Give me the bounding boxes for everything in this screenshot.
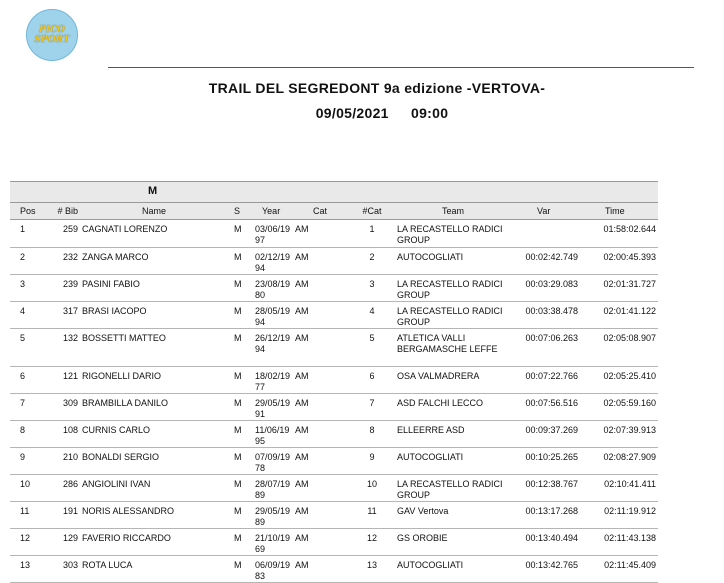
cell-sex: M: [234, 333, 242, 343]
table-row: [10, 220, 658, 248]
cell-team: AUTOCOGLIATI: [397, 452, 464, 462]
cell-year-suffix: 78: [255, 463, 266, 473]
logo-line-1: PICO: [39, 25, 65, 35]
cell-pos: 13: [20, 560, 31, 570]
cell-team: AUTOCOGLIATI: [397, 560, 464, 570]
cell-name: ROTA LUCA: [82, 560, 133, 570]
cell-year: [255, 560, 295, 582]
cell-var: 00:09:37.269: [525, 425, 578, 435]
header-name: Name: [142, 206, 167, 216]
header-bib: # Bib: [57, 206, 78, 216]
header-var: Var: [537, 206, 551, 216]
cell-year-date: 26/12/19: [255, 333, 291, 343]
cell-year-date: 07/09/19: [255, 452, 291, 462]
cell-pos: 1: [20, 224, 26, 234]
cell-team: GAV Vertova: [397, 506, 449, 516]
cell-ncat: 5: [369, 333, 375, 343]
cell-year-date: 23/08/19: [255, 279, 291, 289]
cell-cat: AM: [295, 560, 309, 570]
cell-ncat: 8: [369, 425, 375, 435]
cell-pos: 7: [20, 398, 26, 408]
cell-year-date: 03/06/19: [255, 224, 291, 234]
cell-team: AUTOCOGLIATI: [397, 252, 464, 262]
cell-ncat: 2: [369, 252, 375, 262]
cell-pos: 10: [20, 479, 31, 489]
cell-var: 00:03:29.083: [525, 279, 578, 289]
cell-cat: AM: [295, 306, 309, 316]
cell-bib: 239: [62, 279, 78, 289]
cell-year-suffix: 89: [255, 517, 266, 527]
logo-line-2: SPORT: [34, 35, 70, 45]
cell-name: CAGNATI LORENZO: [82, 224, 168, 234]
cell-team: LA RECASTELLO RADICI GROUP: [397, 479, 503, 500]
cell-var: 00:07:06.263: [525, 333, 578, 343]
cell-team: ATLETICA VALLI BERGAMASCHE LEFFE: [397, 333, 498, 354]
cell-year-date: 21/10/19: [255, 533, 291, 543]
cell-year-suffix: 94: [255, 317, 266, 327]
cell-name: NORIS ALESSANDRO: [82, 506, 175, 516]
cell-ncat: 9: [369, 452, 375, 462]
table-row: [10, 248, 658, 275]
cell-var: 00:07:22.766: [525, 371, 578, 381]
cell-time: 02:11:45.409: [604, 560, 656, 570]
cell-bib: 108: [62, 425, 78, 435]
cell-team: LA RECASTELLO RADICI GROUP: [397, 279, 503, 300]
table-row: [10, 367, 658, 394]
cell-bib: 191: [62, 506, 78, 516]
cell-sex: M: [234, 371, 242, 381]
cell-time: 02:00:45.393: [603, 252, 656, 262]
cell-team: OSA VALMADRERA: [397, 371, 480, 381]
table-row: [10, 329, 658, 367]
table-row: [10, 502, 658, 529]
event-title: TRAIL DEL SEGREDONT 9a edizione -VERTOVA-: [208, 80, 546, 96]
table-row: [10, 475, 658, 502]
column-header-row: [10, 203, 658, 220]
cell-ncat: 4: [369, 306, 375, 316]
cell-cat: AM: [295, 479, 309, 489]
header-sex: S: [234, 206, 241, 216]
table-row: [10, 448, 658, 475]
cell-cat: AM: [295, 452, 309, 462]
cell-sex: M: [234, 306, 242, 316]
cell-cat: AM: [295, 371, 309, 381]
cell-pos: 12: [20, 533, 31, 543]
cell-year-suffix: 94: [255, 344, 266, 354]
cell-year: [255, 533, 295, 555]
cell-bib: 132: [62, 333, 78, 343]
header-rule: [108, 67, 694, 68]
cell-name: ANGIOLINI IVAN: [82, 479, 151, 489]
cell-ncat: 11: [367, 506, 377, 516]
cell-team: LA RECASTELLO RADICI GROUP: [397, 224, 503, 245]
results-rows: [10, 220, 658, 583]
cell-time: 02:01:31.727: [603, 279, 656, 289]
cell-sex: M: [234, 398, 242, 408]
cell-sex: M: [234, 252, 242, 262]
cell-cat: AM: [295, 533, 309, 543]
cell-ncat: 3: [369, 279, 375, 289]
cell-var: 00:10:25.265: [525, 452, 578, 462]
cell-ncat: 13: [366, 560, 377, 570]
table-row: [10, 421, 658, 448]
cell-year-date: 28/05/19: [255, 306, 291, 316]
cell-team: ASD FALCHI LECCO: [397, 398, 484, 408]
cell-time: 01:58:02.644: [603, 224, 656, 234]
table-row: [10, 556, 658, 583]
event-date: 09/05/2021: [315, 105, 389, 121]
event-date-time: [40, 105, 724, 121]
cell-cat: AM: [295, 252, 309, 262]
cell-year-date: 28/07/19: [255, 479, 291, 489]
cell-name: PASINI FABIO: [82, 279, 140, 289]
header-ncat: #Cat: [362, 206, 382, 216]
cell-bib: 232: [62, 252, 78, 262]
header-cat: Cat: [313, 206, 328, 216]
cell-pos: 11: [20, 506, 30, 516]
cell-pos: 9: [20, 452, 26, 462]
cell-year-date: 29/05/19: [255, 506, 291, 516]
cell-time: 02:05:59.160: [603, 398, 656, 408]
cell-year-suffix: 83: [255, 571, 266, 581]
event-time: 09:00: [410, 105, 449, 121]
cell-time: 02:05:08.907: [603, 333, 656, 343]
cell-time: 02:01:41.122: [603, 306, 656, 316]
cell-team: ELLEERRE ASD: [397, 425, 465, 435]
cell-year-date: 29/05/19: [255, 398, 291, 408]
cell-year-suffix: 94: [255, 263, 266, 273]
cell-name: BRASI IACOPO: [82, 306, 147, 316]
cell-name: BONALDI SERGIO: [82, 452, 160, 462]
cell-sex: M: [234, 533, 242, 543]
cell-year: [255, 506, 295, 528]
cell-year: [255, 398, 295, 420]
cell-year: [255, 252, 295, 274]
cell-year: [255, 479, 295, 501]
cell-time: 02:10:41.411: [604, 479, 656, 489]
cell-time: 02:11:43.138: [604, 533, 656, 543]
cell-year: [255, 279, 295, 301]
header-time: Time: [605, 206, 625, 216]
cell-cat: AM: [295, 224, 309, 234]
header-team: Team: [442, 206, 465, 216]
cell-cat: AM: [295, 333, 309, 343]
cell-var: 00:13:42.765: [525, 560, 578, 570]
cell-ncat: 7: [369, 398, 375, 408]
table-row: [10, 302, 658, 329]
cell-bib: 303: [62, 560, 78, 570]
cell-var: 00:03:38.478: [525, 306, 578, 316]
cell-time: 02:07:39.913: [603, 425, 656, 435]
table-row: [10, 394, 658, 421]
cell-ncat: 12: [366, 533, 377, 543]
cell-var: 00:12:38.767: [525, 479, 578, 489]
cell-year: [255, 425, 295, 447]
cell-ncat: 1: [369, 224, 375, 234]
cell-year: [255, 306, 295, 328]
pico-sport-logo: [26, 9, 78, 61]
cell-year-suffix: 97: [255, 235, 266, 245]
cell-year: [255, 224, 295, 246]
cell-bib: 121: [62, 371, 78, 381]
category-group-label: M: [148, 185, 158, 197]
cell-sex: M: [234, 560, 242, 570]
cell-year-date: 02/12/19: [255, 252, 291, 262]
cell-year-suffix: 95: [255, 436, 266, 446]
cell-sex: M: [234, 224, 242, 234]
cell-cat: AM: [295, 398, 309, 408]
cell-var: 00:02:42.749: [525, 252, 578, 262]
cell-sex: M: [234, 425, 242, 435]
cell-pos: 4: [20, 306, 26, 316]
cell-year-suffix: 80: [255, 290, 266, 300]
cell-ncat: 6: [369, 371, 375, 381]
table-row: [10, 529, 658, 556]
cell-cat: AM: [295, 506, 309, 516]
table-row: [10, 275, 658, 302]
cell-pos: 8: [20, 425, 26, 435]
cell-time: 02:08:27.909: [603, 452, 656, 462]
cell-year-suffix: 77: [255, 382, 266, 392]
category-group-header: [10, 181, 658, 203]
cell-time: 02:05:25.410: [603, 371, 656, 381]
cell-name: BRAMBILLA DANILO: [82, 398, 169, 408]
cell-year-suffix: 69: [255, 544, 266, 554]
cell-var: 00:13:40.494: [525, 533, 578, 543]
cell-year-date: 11/06/19: [255, 425, 290, 435]
cell-year-date: 18/02/19: [255, 371, 291, 381]
cell-year: [255, 371, 295, 393]
cell-pos: 6: [20, 371, 26, 381]
cell-cat: AM: [295, 279, 309, 289]
cell-bib: 259: [62, 224, 78, 234]
cell-bib: 309: [62, 398, 78, 408]
cell-name: CURNIS CARLO: [82, 425, 151, 435]
header-year: Year: [262, 206, 281, 216]
cell-name: ZANGA MARCO: [82, 252, 149, 262]
cell-year-date: 06/09/19: [255, 560, 291, 570]
cell-bib: 210: [62, 452, 78, 462]
cell-sex: M: [234, 452, 242, 462]
cell-var: 00:13:17.268: [525, 506, 578, 516]
cell-name: BOSSETTI MATTEO: [82, 333, 166, 343]
results-table: [10, 181, 658, 583]
cell-team: GS OROBIE: [397, 533, 448, 543]
cell-ncat: 10: [366, 479, 377, 489]
cell-bib: 129: [62, 533, 78, 543]
cell-name: FAVERIO RICCARDO: [82, 533, 171, 543]
cell-year: [255, 452, 295, 474]
cell-pos: 5: [20, 333, 26, 343]
cell-year-suffix: 89: [255, 490, 266, 500]
cell-name: RIGONELLI DARIO: [82, 371, 162, 381]
cell-sex: M: [234, 279, 242, 289]
cell-team: LA RECASTELLO RADICI GROUP: [397, 306, 503, 327]
cell-pos: 3: [20, 279, 26, 289]
header-pos: Pos: [20, 206, 36, 216]
cell-bib: 286: [62, 479, 78, 489]
cell-year-suffix: 91: [255, 409, 266, 419]
cell-cat: AM: [295, 425, 309, 435]
cell-var: 00:07:56.516: [525, 398, 578, 408]
cell-sex: M: [234, 479, 242, 489]
cell-pos: 2: [20, 252, 26, 262]
cell-bib: 317: [62, 306, 78, 316]
cell-year: [255, 333, 295, 355]
cell-sex: M: [234, 506, 242, 516]
cell-time: 02:11:19.912: [604, 506, 656, 516]
